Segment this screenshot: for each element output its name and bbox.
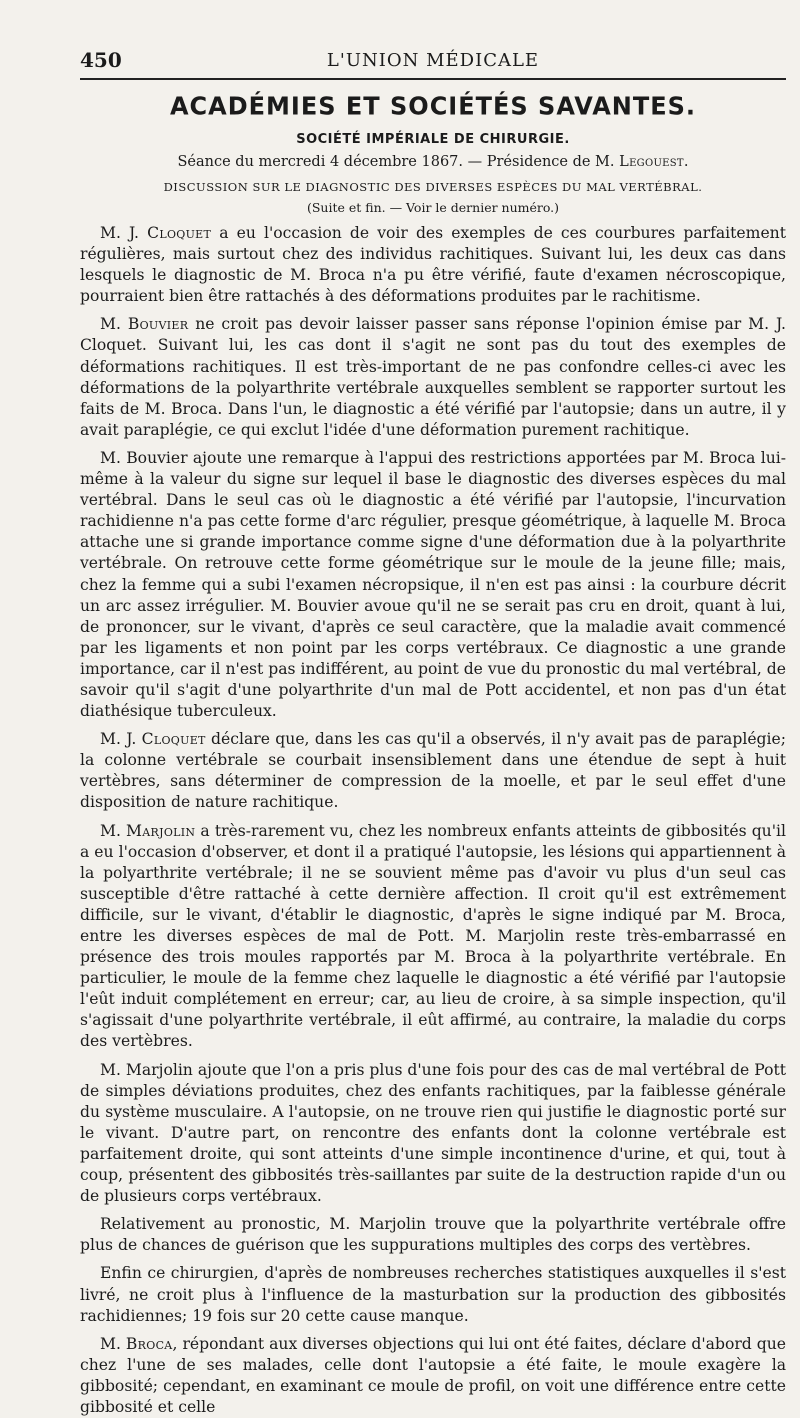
paragraph-text: , répondant aux diverses objections qui lui ont été faites, déclare d'abord que chez l'une de ses malades, celle dont l'autopsie a été faite, le moule exagère la gibbosité; cependant, en examinant ce moule de profil, on voit une différence entre cette gibbosité et celle: [80, 1334, 786, 1416]
page-number: 450: [80, 48, 122, 72]
header-rule: [80, 78, 786, 80]
paragraph: [80, 1334, 786, 1418]
paragraph-prefix: M.: [100, 315, 128, 334]
paragraph-text: déclare que, dans les cas qu'il a observés, il n'y avait pas de paraplégie; la colonne vertébrale se courbait insensiblement dans une étendue de sept à huit vertèbres, sans déterminer de compression de la moelle, et par le seul effet d'une disposition de nature rachitique.: [80, 730, 787, 812]
speaker-name: Marjolin: [126, 821, 196, 840]
paragraph-text: M. Bouvier ajoute une remarque à l'appui des restrictions apportées par M. Broca lui-même à la valeur du signe sur lequel il base le diagnostic des diverses espèces du mal vertébral. Dans le seul cas où le diagnostic a été vérifié par l'autopsie, l'incurvation rachidienne n'a pas cette forme d'arc régulier, presque géométrique, à laquelle M. Broca attache une si grande importance comme signe d'une déformation due à la polyarthrite vertébrale. On retrouve cette forme géométrique sur le moule de la jeune fille; mais, chez la femme qui a subi l'examen nécropsique, il n'en est pas ainsi : la courbure décrit un arc assez irrégulier. M. Bouvier avoue qu'il ne se serait pas cru en droit, quant à lui, de prononcer, sur le vivant, d'après ce seul caractère, que la maladie avait commencé par les ligaments et non point par les corps vertébraux. Ce diagnostic a une grande importance, car il n'est pas indifférent, au point de vue du pronostic du mal vertébral, de savoir qu'il s'agit d'une polyarthrite d'un mal de Pott accidentel, et non pas d'un état diathésique tuberculeux.: [80, 448, 786, 721]
seance-president: Legouest: [619, 154, 684, 170]
paragraph: [80, 1214, 786, 1256]
paragraph: [80, 1060, 786, 1208]
speaker-name: Bouvier: [127, 315, 189, 334]
paragraph: [80, 821, 786, 1053]
paragraph-text: M. Marjolin ajoute que l'on a pris plus d'une fois pour des cas de mal vertébral de Pott de simples déviations produites, chez des enfants rachitiques, par la faiblesse générale du système musculaire. A l'autopsie, on ne trouve rien qui justifie le diagnostic porté sur le vivant. D'autre part, on rencontre des enfants dont la colonne vertébrale est parfaitement droite, qui sont atteints d'une simple incontinence d'urine, et qui, tout à coup, présentent des gibbosités très-saillantes par suite de la destruction rapide d'un ou de plusieurs corps vertébraux.: [80, 1060, 786, 1206]
society-name: SOCIÉTÉ IMPÉRIALE DE CHIRURGIE.: [296, 132, 570, 147]
body-text: [80, 223, 786, 1418]
paragraph-prefix: M.: [100, 821, 127, 840]
journal-title: L'UNION MÉDICALE: [326, 50, 540, 71]
seance-prefix: Séance du mercredi 4 décembre 1867. — Présidence de M.: [177, 154, 620, 170]
paragraph: [80, 314, 786, 441]
speaker-name: Cloquet: [141, 730, 206, 749]
seance-suffix: .: [683, 154, 689, 170]
paragraph-text: Enfin ce chirurgien, d'après de nombreuses recherches statistiques auxquelles il s'est livré, ne croit plus à l'influence de la masturbation sur la production des gibbosités rachidiennes; 19 fois sur 20 cette cause manque.: [80, 1264, 786, 1325]
discussion-heading: DISCUSSION SUR LE DIAGNOSTIC DES DIVERSES ESPÈCES DU MAL VERTÉBRAL.: [163, 180, 703, 194]
paragraph-text: a eu l'occasion de voir des exemples de ces courbures parfaitement régulières, mais surtout chez des individus rachitiques. Suivant lui, les deux cas dans lesquels le diagnostic de M. Broca n'a pu être vérifié, faute d'examen nécroscopique, pourraient bien être rattachés à des déformations produites par le rachitisme.: [80, 224, 786, 306]
section-title: ACADÉMIES ET SOCIÉTÉS SAVANTES.: [169, 91, 697, 121]
paragraph: [80, 1263, 786, 1326]
paragraph-text: Relativement au pronostic, M. Marjolin trouve que la polyarthrite vertébrale offre plus de chances de guérison que les suppurations multiples des corps des vertèbres.: [80, 1215, 786, 1255]
speaker-name: Broca: [125, 1334, 173, 1353]
paragraph-prefix: M.: [100, 1334, 126, 1353]
paragraph-prefix: M. J.: [100, 730, 142, 749]
running-head: [80, 48, 786, 78]
paragraph-prefix: M. J.: [100, 224, 148, 242]
paragraph-text: a très-rarement vu, chez les nombreux enfants atteints de gibbosités qu'il a eu l'occasion d'observer, et dont il a pratiqué l'autopsie, les lésions qui appartiennent à la polyarthrite vertébrale; il ne se souvient même pas d'avoir vu plus d'un seul cas susceptible d'être rattaché à cette dernière affection. Il croit qu'il est extrêmement difficile, sur le vivant, d'établir le diagnostic, d'après le signe indiqué par M. Broca, entre les diverses espèces de mal de Pott. M. Marjolin reste très-embarrassé en présence des trois moules rapportés par M. Broca à la polyarthrite vertébrale. En particulier, le moule de la femme chez laquelle le diagnostic a été vérifié par l'autopsie l'eût induit complétement en erreur; car, au lieu de croire, à sa simple inspection, qu'il s'agissait d'une polyarthrite vertébrale, il eût affirmé, au contraire, la maladie du corps des vertèbres.: [80, 821, 786, 1051]
paragraph: [80, 448, 786, 722]
seance-line: [80, 154, 786, 170]
paragraph: [80, 223, 786, 307]
paragraph: [80, 729, 786, 813]
paragraph-text: ne croit pas devoir laisser passer sans réponse l'opinion émise par M. J. Cloquet. Suivant lui, les cas dont il s'agit ne sont pas du tout des exemples de déformations rachitiques. Il est très-important de ne pas confondre celles-ci avec les déformations de la polyarthrite vertébrale auxquelles semblent se rapporter surtout les faits de M. Broca. Dans l'un, le diagnostic a été vérifié par l'autopsie; dans un autre, il y avait paraplégie, ce qui exclut l'idée d'une déformation purement rachitique.: [80, 315, 786, 439]
suite-note: (Suite et fin. — Voir le dernier numéro.): [306, 200, 560, 215]
speaker-name: Cloquet: [147, 224, 212, 242]
